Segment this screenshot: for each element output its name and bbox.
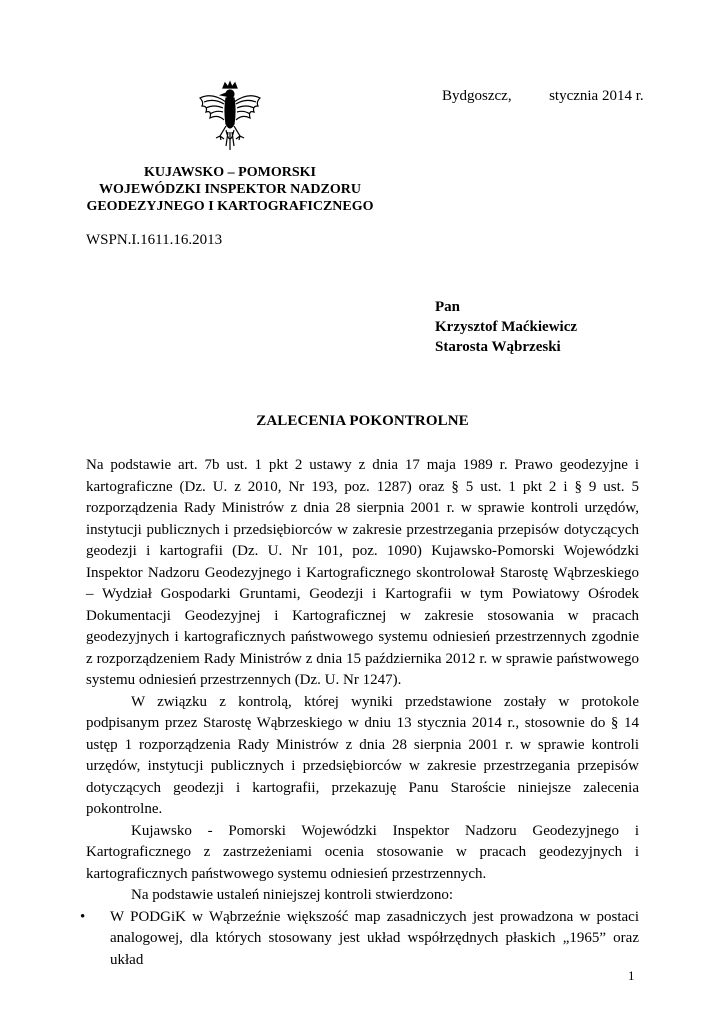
bullet-icon: •	[80, 908, 86, 925]
issuer-block	[75, 164, 385, 215]
issuer-line: WOJEWÓDZKI INSPEKTOR NADZORU	[99, 182, 361, 197]
body-paragraph: Na podstawie ustaleń niniejszej kontroli stwierdzono:	[131, 887, 454, 903]
finding-text: W PODGiK w Wąbrzeźnie większość map zasadniczych jest prowadzona w postaci analogowej, dla których stosowany jest układ współrzędnych płaskich „1965” oraz układ	[110, 908, 639, 968]
document-title: ZALECENIA POKONTROLNE	[256, 413, 469, 429]
list-item	[80, 907, 639, 972]
body-paragraph: W związku z kontrolą, której wyniki przedstawione zostały w protokole podpisanym przez Starostę Wąbrzeskiego w dniu 13 stycznia 2014 r., stosownie do § 14 ustęp 1 rozporządzenia Rady Ministrów z dnia 28 sierpnia 2001 r. w sprawie kontroli urzędów, instytucji publicznych i przedsiębiorców w zakresie przestrzegania przepisów dotyczących geodezji i kartografii, przekazuję Panu Staroście niniejsze zalecenia pokontrolne.	[86, 693, 639, 817]
page-number: 1	[628, 968, 635, 983]
document-body	[80, 455, 639, 971]
addressee-position: Starosta Wąbrzeski	[435, 339, 561, 355]
body-paragraph: Na podstawie art. 7b ust. 1 pkt 2 ustawy z dnia 17 maja 1989 r. Prawo geodezyjne i kartograficzne (Dz. U. z 2010, Nr 193, poz. 1287) oraz § 5 ust. 1 pkt 2 i § 9 ust. 5 rozporządzenia Rady Ministrów z dnia 28 sierpnia 2001 r. w sprawie kontroli urzędów, instytucji publicznych i przedsiębiorców w zakresie przestrzegania przepisów dotyczących geodezji i kartografii (Dz. U. Nr 101, poz. 1090) Kujawsko-Pomorski Wojewódzki Inspektor Nadzoru Geodezyjnego i Kartograficznego skontrolował Starostę Wąbrzeskiego – Wydział Gospodarki Gruntami, Geodezji i Kartografii w tym Powiatowy Ośrodek Dokumentacji Geodezyjnej i Kartograficznej w zakresie stosowania w pracach geodezyjnych i kartograficznych państwowego systemu odniesień przestrzennych zgodnie z rozporządzeniem Rady Ministrów z dnia 15 października 2012 r. w sprawie państwowego systemu odniesień przestrzennych (Dz. U. Nr 1247).	[86, 457, 639, 688]
reference-number: WSPN.I.1611.16.2013	[86, 232, 223, 248]
findings-list	[80, 907, 639, 972]
document-date: Bydgoszcz, stycznia 2014 r.	[442, 88, 644, 104]
addressee-name: Krzysztof Maćkiewicz	[435, 319, 578, 335]
body-paragraph: Kujawsko - Pomorski Wojewódzki Inspektor Nadzoru Geodezyjnego i Kartograficznego z zastrzeżeniami ocenia stosowanie w pracach geodezyjnych i kartograficznych państwowego systemu odniesień przestrzennych.	[86, 822, 639, 882]
polish-eagle-emblem-icon	[190, 80, 270, 160]
issuer-line: GEODEZYJNEGO I KARTOGRAFICZNEGO	[86, 199, 374, 214]
addressee-salutation: Pan	[435, 299, 461, 315]
addressee-block	[435, 297, 577, 357]
issuer-line: KUJAWSKO – POMORSKI	[144, 165, 316, 180]
